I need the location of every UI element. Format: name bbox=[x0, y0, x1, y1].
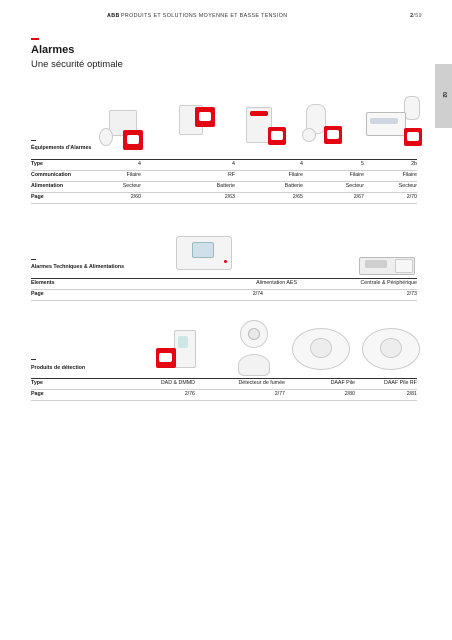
cell: Filaire bbox=[288, 172, 303, 178]
product-image-aes-power-supply bbox=[172, 232, 238, 272]
row-label: Page bbox=[31, 194, 44, 200]
section-dash bbox=[31, 259, 36, 260]
page-total: /59 bbox=[413, 13, 422, 19]
page-link[interactable]: 2/74 bbox=[252, 291, 263, 297]
page-number bbox=[410, 13, 422, 19]
cell: DAAF Pile bbox=[330, 380, 355, 386]
cell: Filaire bbox=[402, 172, 417, 178]
chapter-tab[interactable] bbox=[435, 64, 452, 128]
cell: Secteur bbox=[345, 183, 364, 189]
cell: 4 bbox=[232, 161, 235, 167]
header-title: PRODUITS ET SOLUTIONS MOYENNE ET BASSE TENSION bbox=[121, 13, 288, 19]
brand-logo: ABB bbox=[107, 13, 120, 19]
row-label: Page bbox=[31, 391, 44, 397]
section-dash bbox=[31, 140, 36, 141]
product-image-smoke-detector bbox=[232, 318, 276, 378]
cell: 2b bbox=[411, 161, 417, 167]
row-label: Alimentation bbox=[31, 183, 64, 189]
cell: 4 bbox=[300, 161, 303, 167]
page-link[interactable]: 2/77 bbox=[274, 391, 285, 397]
page-current: 2 bbox=[410, 13, 414, 19]
product-image-type4-wired bbox=[99, 104, 149, 154]
product-image-dad-dmmd bbox=[150, 330, 200, 378]
page-link[interactable]: 2/81 bbox=[406, 391, 417, 397]
row-label: Type bbox=[31, 161, 43, 167]
product-image-daaf-battery bbox=[288, 322, 354, 378]
product-image-central-unit bbox=[355, 255, 421, 275]
chapter-tab-label: 02 bbox=[441, 92, 447, 98]
page-link[interactable]: 2/67 bbox=[353, 194, 364, 200]
page-link[interactable]: 2/73 bbox=[406, 291, 417, 297]
table-rule bbox=[31, 159, 417, 160]
cell: DAAF Pile RF bbox=[384, 380, 417, 386]
product-image-type2b bbox=[360, 92, 426, 155]
row-label: Communication bbox=[31, 172, 72, 178]
cell: Filaire bbox=[126, 172, 141, 178]
cell: Centrale & Périphérique bbox=[360, 280, 417, 286]
section-title-detection-products: Produits de détection bbox=[31, 365, 86, 371]
cell: Filaire bbox=[349, 172, 364, 178]
product-image-type5 bbox=[298, 100, 348, 155]
section-dash bbox=[31, 359, 36, 360]
section-title-technical-alarms: Alarmes Techniques & Alimentations bbox=[31, 264, 125, 270]
product-image-type4-rf bbox=[175, 103, 225, 155]
page-title: Alarmes bbox=[31, 44, 75, 56]
table-rule bbox=[31, 278, 417, 279]
page-link[interactable]: 2/80 bbox=[344, 391, 355, 397]
row-label: Page bbox=[31, 291, 44, 297]
cell: Batterie bbox=[216, 183, 235, 189]
cell: 4 bbox=[138, 161, 141, 167]
row-label: Elements bbox=[31, 280, 55, 286]
page-subtitle: Une sécurité optimale bbox=[31, 59, 123, 70]
cell: RF bbox=[227, 172, 235, 178]
product-image-type4-battery bbox=[242, 103, 292, 155]
title-accent-dash bbox=[31, 38, 39, 40]
table-rule bbox=[31, 378, 417, 379]
cell: DAD & DMMD bbox=[160, 380, 195, 386]
page-link[interactable]: 2/70 bbox=[406, 194, 417, 200]
page-link[interactable]: 2/76 bbox=[184, 391, 195, 397]
cell: Secteur bbox=[398, 183, 417, 189]
product-image-daaf-battery-rf bbox=[358, 322, 424, 378]
cell: 5 bbox=[361, 161, 364, 167]
page-link[interactable]: 2/60 bbox=[130, 194, 141, 200]
page-link[interactable]: 2/63 bbox=[224, 194, 235, 200]
cell: Détecteur de fumée bbox=[238, 380, 285, 386]
cell: Alimentation AES bbox=[256, 280, 297, 286]
section-title-alarm-equipment: Équipements d’Alarmes bbox=[31, 145, 92, 151]
cell: Batterie bbox=[284, 183, 303, 189]
page-header bbox=[0, 13, 452, 23]
cell: Secteur bbox=[122, 183, 141, 189]
row-label: Type bbox=[31, 380, 43, 386]
page-link[interactable]: 2/65 bbox=[292, 194, 303, 200]
